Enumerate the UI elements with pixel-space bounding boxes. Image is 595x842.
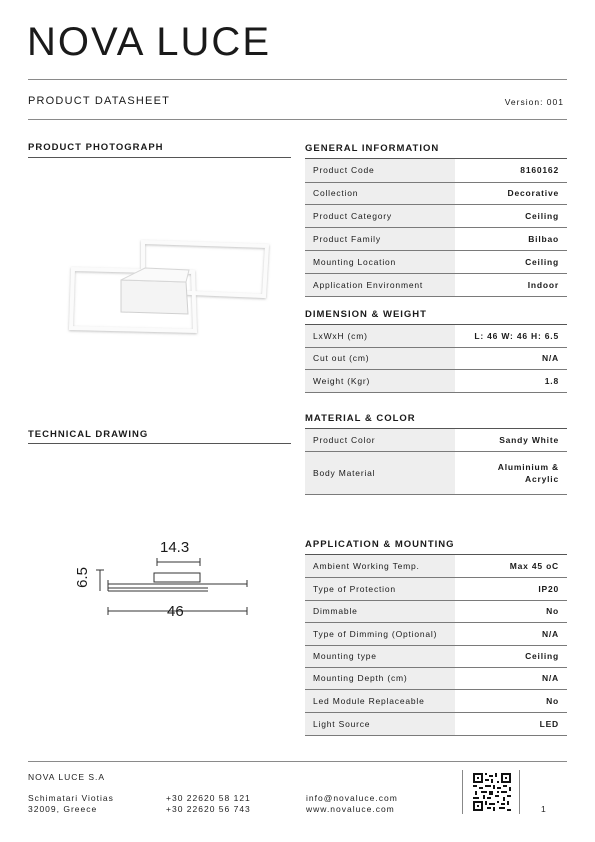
table-row — [305, 667, 567, 689]
spec-key: Mounting Location — [305, 250, 455, 273]
spec-value: Ceiling — [455, 204, 567, 227]
application-table — [305, 555, 567, 736]
section-title-drawing: TECHNICAL DRAWING — [28, 429, 149, 440]
drawing-length-label: 46 — [167, 603, 184, 620]
section-title-application: APPLICATION & MOUNTING — [305, 539, 455, 550]
spec-value: Bilbao — [455, 227, 567, 250]
table-row — [305, 204, 567, 227]
section-rule-drawing — [28, 443, 291, 444]
section-rule-photo — [28, 157, 291, 158]
spec-value: 8160162 — [455, 159, 567, 182]
table-row — [305, 712, 567, 735]
spec-key: Mounting Depth (cm) — [305, 667, 455, 689]
spec-key: Product Color — [305, 429, 455, 451]
spec-key: LxWxH (cm) — [305, 325, 455, 347]
table-row — [305, 689, 567, 712]
table-row — [305, 577, 567, 600]
footer-phone1: +30 22620 58 121 — [166, 793, 251, 803]
footer-website[interactable]: www.novaluce.com — [306, 804, 395, 814]
spec-key: Ambient Working Temp. — [305, 555, 455, 577]
table-row — [305, 622, 567, 645]
dimension-table — [305, 325, 567, 393]
spec-value: Decorative — [455, 182, 567, 204]
product-photo — [45, 228, 280, 358]
section-title-dimension: DIMENSION & WEIGHT — [305, 309, 427, 320]
table-row — [305, 159, 567, 182]
table-row — [305, 555, 567, 577]
spec-key: Product Family — [305, 227, 455, 250]
spec-value: N/A — [455, 347, 567, 369]
spec-key: Type of Protection — [305, 577, 455, 600]
table-row — [305, 273, 567, 296]
spec-key: Type of Dimming (Optional) — [305, 622, 455, 645]
material-table — [305, 429, 567, 495]
table-row — [305, 369, 567, 392]
brand-logo: NOVA LUCE — [27, 20, 271, 64]
table-row — [305, 182, 567, 204]
spec-value: N/A — [455, 667, 567, 689]
spec-value: Sandy White — [455, 429, 567, 451]
spec-key: Body Material — [305, 451, 455, 494]
spec-key: Product Code — [305, 159, 455, 182]
spec-value: Indoor — [455, 273, 567, 296]
spec-key: Led Module Replaceable — [305, 689, 455, 712]
spec-key: Cut out (cm) — [305, 347, 455, 369]
table-row — [305, 347, 567, 369]
table-row — [305, 429, 567, 451]
spec-key: Light Source — [305, 712, 455, 735]
version-label: Version: 001 — [504, 97, 564, 107]
header-top-rule — [28, 79, 567, 80]
spec-key: Product Category — [305, 204, 455, 227]
footer-rule — [28, 761, 567, 762]
footer-company: NOVA LUCE S.A — [28, 772, 106, 782]
section-title-general: GENERAL INFORMATION — [305, 143, 440, 154]
table-row — [305, 325, 567, 347]
spec-key: Mounting type — [305, 645, 455, 667]
spec-value: 1.8 — [455, 369, 567, 392]
spec-value: No — [455, 600, 567, 622]
spec-value: Max 45 oC — [455, 555, 567, 577]
spec-key: Dimmable — [305, 600, 455, 622]
spec-key: Application Environment — [305, 273, 455, 296]
spec-value: Ceiling — [455, 645, 567, 667]
table-row — [305, 451, 567, 494]
section-title-photo: PRODUCT PHOTOGRAPH — [28, 142, 164, 153]
spec-value: L: 46 W: 46 H: 6.5 — [455, 325, 567, 347]
spec-value: No — [455, 689, 567, 712]
spec-key: Weight (Kgr) — [305, 369, 455, 392]
header-bottom-rule — [28, 119, 567, 120]
spec-value: LED — [455, 712, 567, 735]
technical-drawing — [70, 535, 265, 635]
drawing-height-label: 6.5 — [73, 567, 91, 588]
footer-phone2: +30 22620 56 743 — [166, 804, 251, 814]
footer-address-line2: 32009, Greece — [28, 804, 98, 814]
footer-email[interactable]: info@novaluce.com — [306, 793, 398, 803]
page-number: 1 — [541, 804, 547, 814]
general-info-table — [305, 159, 567, 297]
spec-key: Collection — [305, 182, 455, 204]
drawing-width-label: 14.3 — [160, 539, 190, 556]
spec-value: Aluminium & Acrylic — [455, 451, 567, 494]
document-title: PRODUCT DATASHEET — [28, 95, 171, 107]
spec-value: IP20 — [455, 577, 567, 600]
table-row — [305, 250, 567, 273]
spec-value: N/A — [455, 622, 567, 645]
qr-divider-left — [462, 770, 463, 814]
table-row — [305, 600, 567, 622]
table-row — [305, 645, 567, 667]
qr-divider-right — [519, 770, 520, 814]
spec-value: Ceiling — [455, 250, 567, 273]
table-row — [305, 227, 567, 250]
qr-code-icon — [473, 773, 511, 816]
section-title-material: MATERIAL & COLOR — [305, 413, 416, 424]
footer-address-line1: Schimatari Viotias — [28, 793, 114, 803]
